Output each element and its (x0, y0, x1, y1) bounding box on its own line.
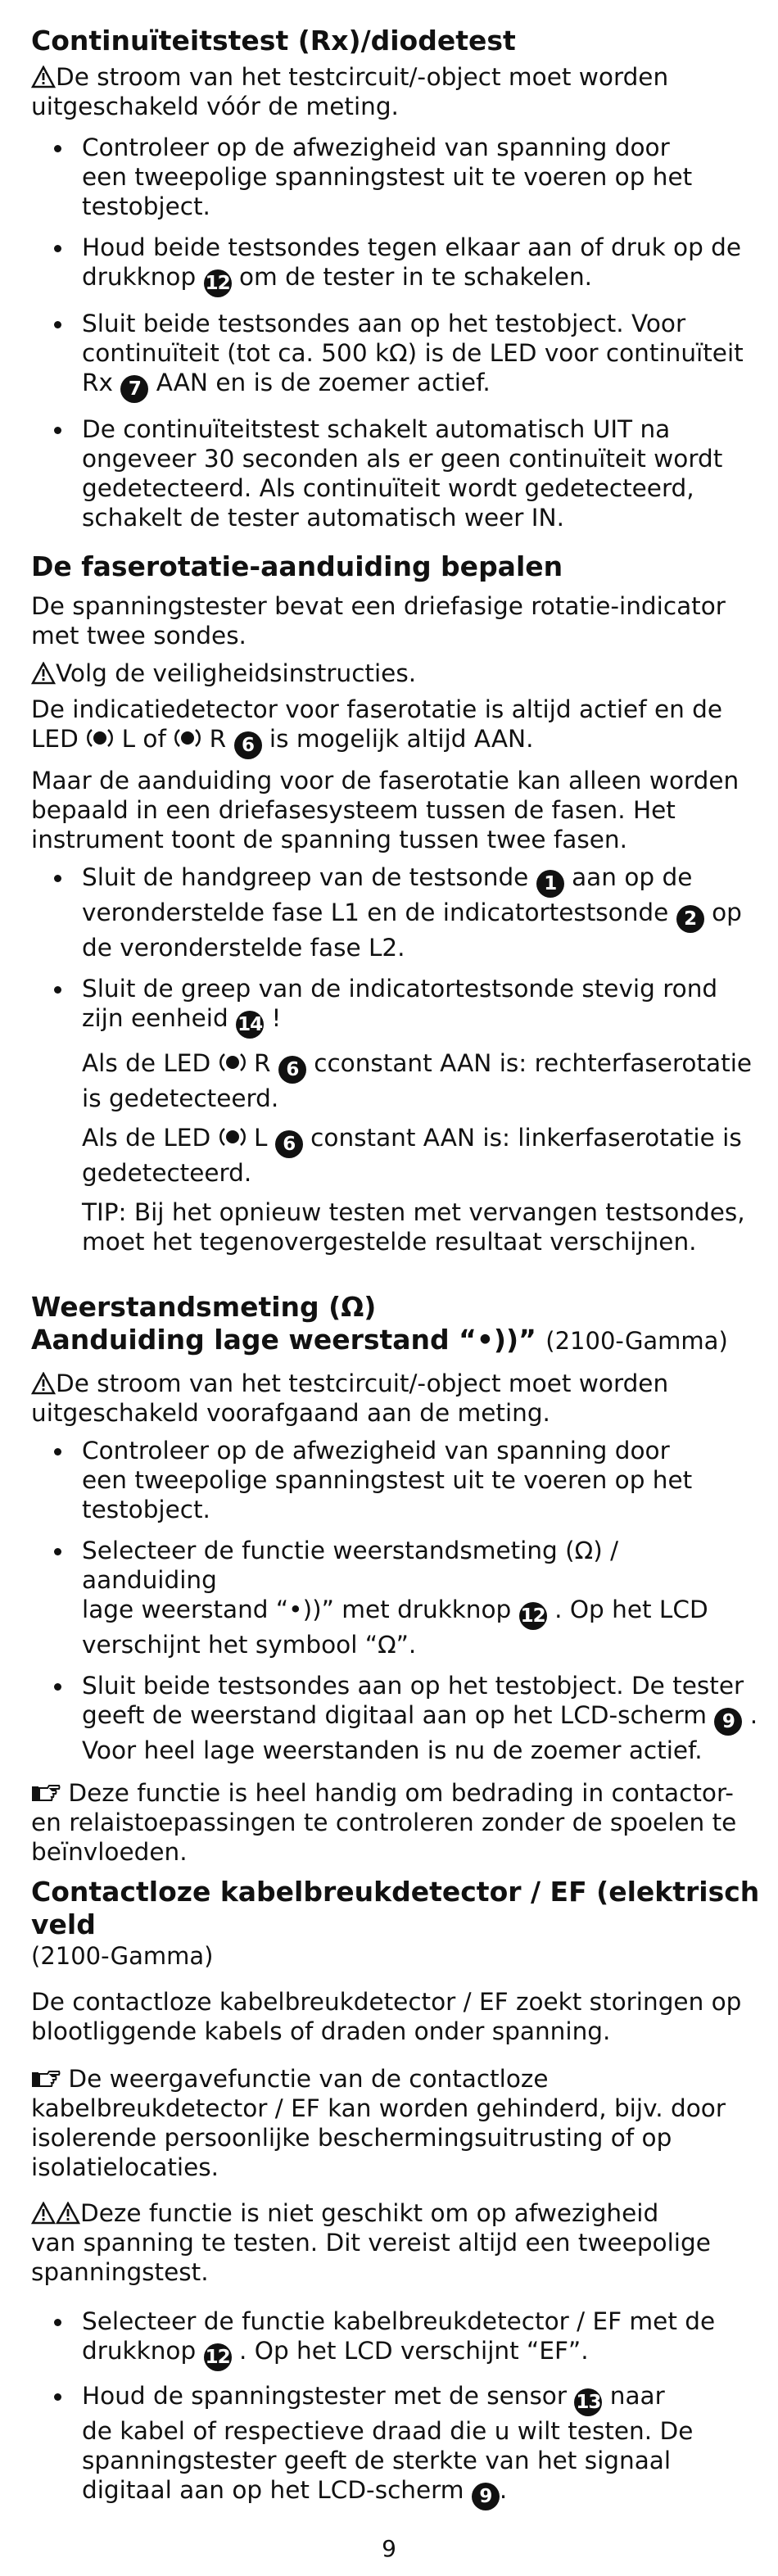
heading-continuity: Continuïteitstest (Rx)/diodetest (31, 25, 516, 57)
heading-low-resistance: Aanduiding lage weerstand “•))” (2100-Gamma) (31, 1324, 728, 1356)
warning-paragraph: De stroom van het testcircuit/-object moet worden uitgeschakeld voorafgaand aan de meting. (31, 1369, 669, 1427)
callout-number: 1 (536, 870, 564, 898)
pointing-hand-icon (31, 1783, 61, 1804)
list-item: Controleer op de afwezigheid van spanning door een tweepolige spanningstest uit te voeren op het testobject. (31, 1436, 760, 1524)
warning-paragraph: De stroom van het testcircuit/-object moet worden uitgeschakeld vóór de meting. (31, 63, 669, 120)
note-paragraph: De weergavefunctie van de contactloze kabelbreukdetector / EF kan worden gehinderd, bijv. door isolerende persoonlijke beschermingsuitrusting of op isolatielocaties. (31, 2065, 726, 2181)
list-item: De continuïteitstest schakelt automatisch UIT na ongeveer 30 seconden als er geen continuïteit wordt gedetecteerd. Als continuïteit wordt gedetecteerd, schakelt de tester automatisch weer IN. (31, 414, 744, 532)
callout-number: 2 (676, 905, 704, 933)
paragraph: De spanningstester bevat een driefasige rotatie-indicator (31, 592, 726, 620)
warning-icon (56, 2202, 80, 2225)
paragraph: De indicatiedetector voor faserotatie is altijd actief en de LED L of R 6 is mogelijk altijd AAN. (31, 695, 752, 759)
warning-icon (31, 662, 56, 685)
list-item: Houd beide testsondes tegen elkaar aan of druk op de drukknop 12 om de tester in te schakelen. (31, 233, 744, 297)
subheading: (2100-Gamma) (31, 1942, 214, 1970)
list-item: Controleer op de afwezigheid van spanning door een tweepolige spanningstest uit te voeren op het testobject. (31, 133, 744, 221)
led-left-icon (86, 726, 114, 750)
page-number: 9 (382, 2535, 396, 2562)
callout-number: 12 (519, 1602, 547, 1630)
led-left-icon (219, 1125, 247, 1149)
callout-number: 14 (236, 1011, 264, 1039)
callout-number: 9 (472, 2483, 500, 2510)
warning-icon (31, 66, 56, 88)
callout-number: 6 (234, 731, 262, 759)
callout-number: 7 (120, 375, 148, 403)
note-paragraph: Deze functie is heel handig om bedrading in contactor- en relaistoepassingen te controleren zonder de spoelen te beïnvloeden. (31, 1779, 737, 1866)
section-continuity (31, 25, 744, 532)
heading-resistance: Weerstandsmeting (Ω) (31, 1291, 377, 1323)
callout-number: 6 (275, 1130, 303, 1158)
paragraph: met twee sondes. (31, 622, 247, 650)
list-item: Selecteer de functie kabelbreukdetector / EF met de drukknop 12 . Op het LCD verschijnt “EF”. (31, 2307, 760, 2371)
list-item: Sluit de greep van de indicatortestsonde stevig rond zijn eenheid 14 ! (31, 974, 752, 1039)
list-item: Sluit de handgreep van de testsonde 1 aan op de veronderstelde fase L1 en de indicatortestsonde 2 op de veronderstelde fase L2. (31, 862, 752, 962)
heading-phase-rotation: De faserotatie-aanduiding bepalen (31, 550, 563, 582)
list-item: Selecteer de functie weerstandsmeting (Ω) / aanduiding lage weerstand “•))” met drukknop 12 . Op het LCD verschijnt het symbool “Ω”. (31, 1536, 760, 1659)
callout-number: 6 (278, 1056, 306, 1084)
warning-icon (31, 2202, 56, 2225)
led-right-icon (219, 1050, 247, 1075)
result-left: Als de LED L 6 constant AAN is: linkerfaserotatie is gedetecteerd. (82, 1124, 742, 1187)
section-cable-break (31, 1876, 760, 2510)
warning-paragraph: Deze functie is niet geschikt om op afwezigheid van spanning te testen. Dit vereist altijd een tweepolige spanningstest. (31, 2199, 711, 2286)
list-item: Sluit beide testsondes aan op het testobject. Voor continuïteit (tot ca. 500 kΩ) is de LED voor continuïteit Rx 7 AAN en is de zoemer actief. (31, 309, 744, 403)
list-item: Houd de spanningstester met de sensor 13 naar de kabel of respectieve draad die u wilt testen. De spanningstester geeft de sterkte van het signaal digitaal aan op het LCD-scherm 9 . (31, 2381, 760, 2510)
paragraph: Maar de aanduiding voor de faserotatie kan alleen worden bepaald in een driefasesysteem tussen de fasen. Het instrument toont de spanning tussen twee fasen. (31, 767, 740, 853)
callout-number: 13 (574, 2388, 602, 2416)
warning-icon (31, 1372, 56, 1395)
callout-number: 12 (204, 2343, 232, 2371)
result-right: Als de LED R 6 cconstant AAN is: rechterfaserotatie is gedetecteerd. (82, 1049, 753, 1112)
section-resistance (31, 1291, 760, 1867)
paragraph: De contactloze kabelbreukdetector / EF zoekt storingen op blootliggende kabels of draden onder spanning. (31, 1988, 742, 2045)
section-phase-rotation (31, 550, 752, 1256)
led-right-icon (174, 726, 201, 750)
heading-cable-break: Contactloze kabelbreukdetector / EF (elektrisch veld (31, 1876, 760, 1940)
callout-number: 12 (204, 269, 232, 297)
list-item: Sluit beide testsondes aan op het testobject. De tester geeft de weerstand digitaal aan op het LCD-scherm 9 . Voor heel lage weerstanden is nu de zoemer actief. (31, 1671, 760, 1765)
tip-paragraph: TIP: Bij het opnieuw testen met vervangen testsondes, moet het tegenovergestelde resultaat verschijnen. (82, 1198, 745, 1256)
callout-number: 9 (714, 1708, 742, 1736)
pointing-hand-icon (31, 2069, 61, 2090)
warning-paragraph: Volg de veiligheidsinstructies. (31, 659, 752, 688)
